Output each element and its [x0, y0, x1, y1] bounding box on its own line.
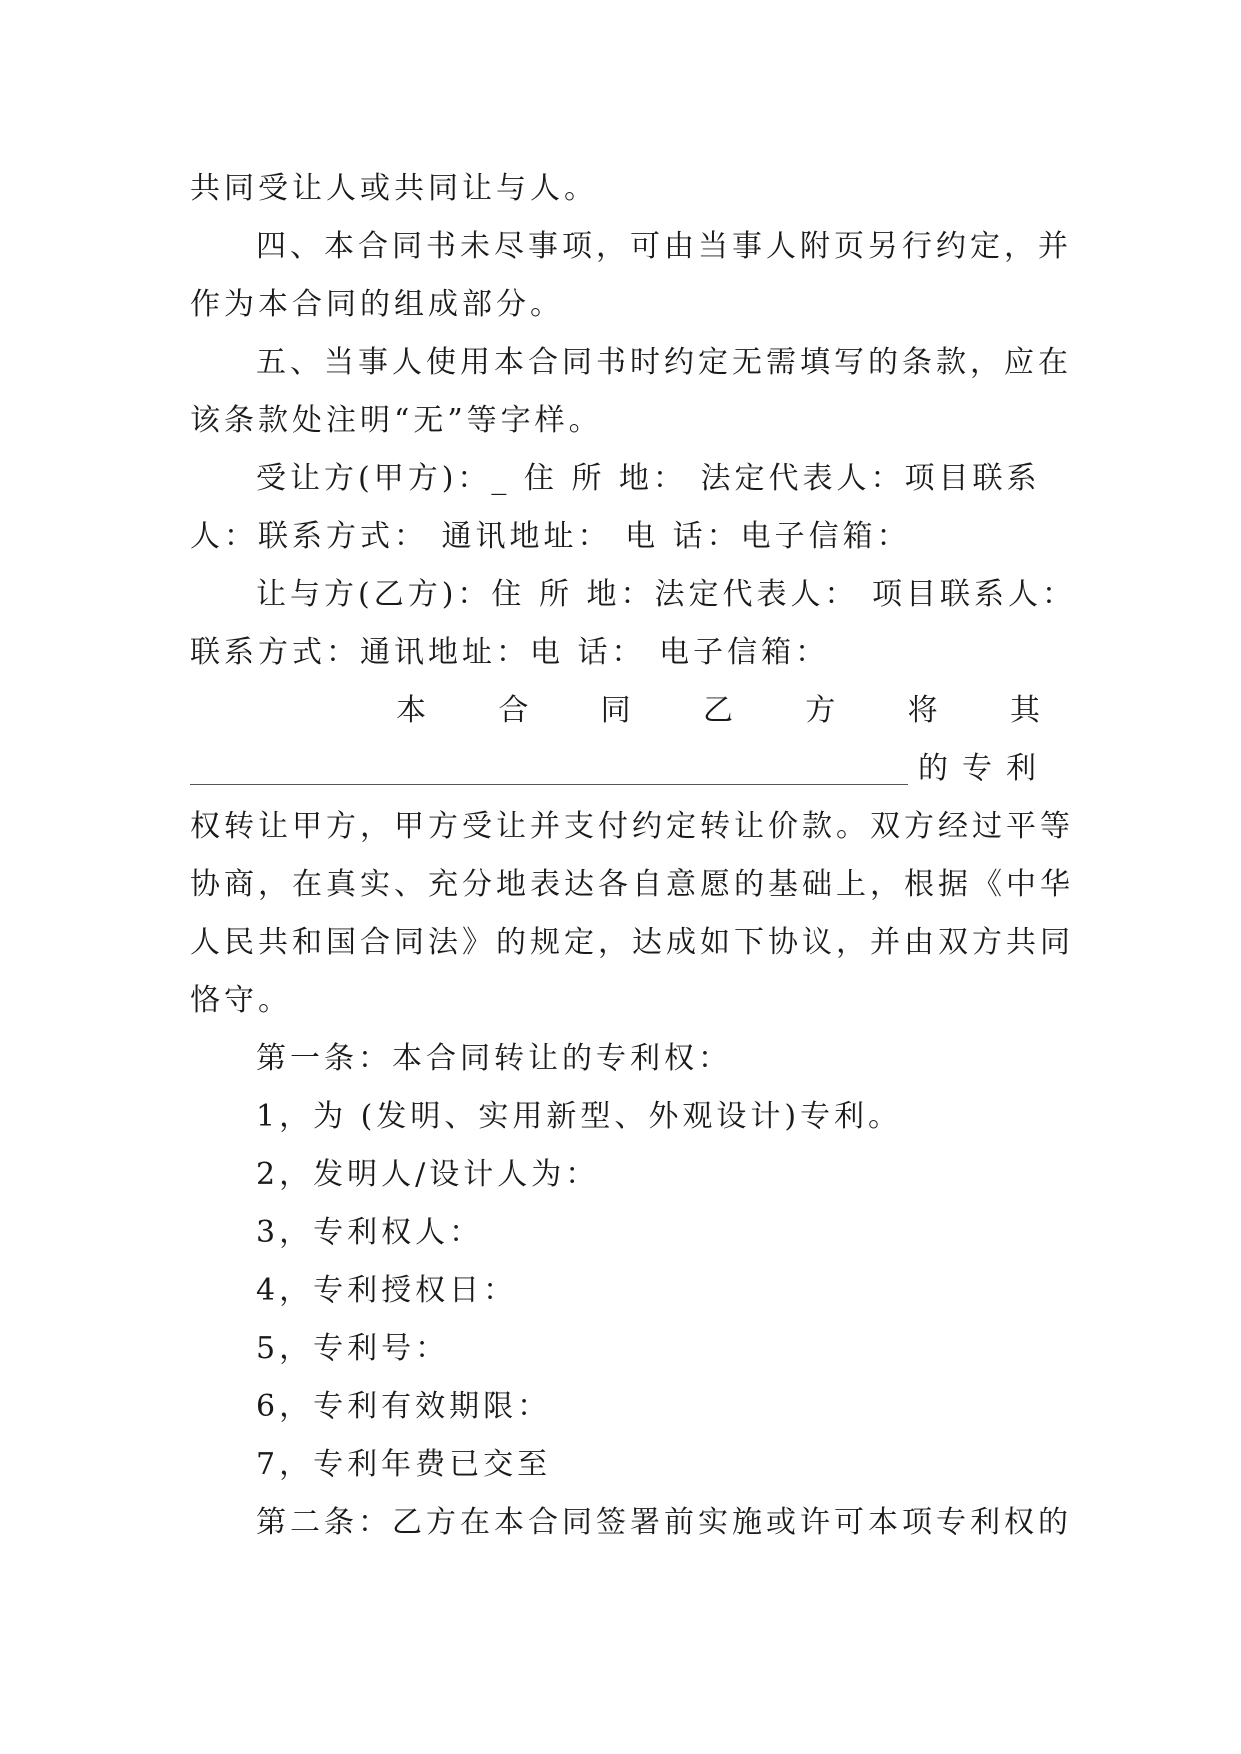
spread-char: 其 — [1009, 693, 1044, 728]
spread-char: 乙 — [702, 693, 737, 728]
list-item: 2，发明人/设计人为： — [256, 1157, 600, 1192]
spread-text-line — [190, 682, 1050, 740]
blank-tail-text: 的专利 — [918, 751, 1050, 786]
spread-char: 本 — [396, 693, 430, 728]
text-line: 五、当事人使用本合同书时约定无需填写的条款，应在 — [256, 345, 1072, 380]
fill-in-blank-line — [190, 740, 1050, 798]
list-item: 3，专利权人： — [256, 1215, 484, 1250]
party-b-line: 让与方(乙方)：住 所 地：法定代表人： 项目联系人： — [256, 577, 1077, 612]
text-line: 四、本合同书未尽事项，可由当事人附页另行约定，并 — [256, 229, 1072, 264]
party-b-contact-line: 联系方式：通讯地址：电 话： 电子信箱： — [190, 635, 830, 670]
spread-char: 同 — [600, 693, 635, 728]
text-line: 恪守。 — [190, 983, 292, 1018]
list-item: 6，专利有效期限： — [256, 1389, 552, 1424]
text-line: 共同受让人或共同让与人。 — [190, 171, 598, 206]
text-line: 协商，在真实、充分地表达各自意愿的基础上，根据《中华 — [190, 867, 1074, 902]
article-heading: 第一条：本合同转让的专利权： — [256, 1041, 732, 1076]
list-item: 5，专利号： — [256, 1331, 450, 1366]
party-a-contact-line: 人：联系方式： 通讯地址： 电 话：电子信箱： — [190, 519, 911, 554]
article-heading: 第二条：乙方在本合同签署前实施或许可本项专利权的 — [256, 1505, 1072, 1540]
spread-char: 方 — [805, 693, 840, 728]
list-item: 4，专利授权日： — [256, 1273, 518, 1308]
text-line: 该条款处注明“无”等字样。 — [190, 403, 603, 438]
list-item: 7，专利年费已交至 — [256, 1447, 552, 1482]
spread-char: 合 — [498, 693, 533, 728]
text-line: 权转让甲方，甲方受让并支付约定转让价款。双方经过平等 — [190, 809, 1074, 844]
party-a-line: 受让方(甲方)：_ 住 所 地： 法定代表人：项目联系 — [256, 461, 1041, 496]
spread-char: 将 — [907, 693, 942, 728]
list-item: 1，为 (发明、实用新型、外观设计)专利。 — [256, 1099, 903, 1134]
text-line: 人民共和国合同法》的规定，达成如下协议，并由双方共同 — [190, 925, 1074, 960]
blank-underline[interactable] — [190, 754, 908, 785]
text-line: 作为本合同的组成部分。 — [190, 287, 564, 322]
document-body — [190, 160, 1077, 1552]
